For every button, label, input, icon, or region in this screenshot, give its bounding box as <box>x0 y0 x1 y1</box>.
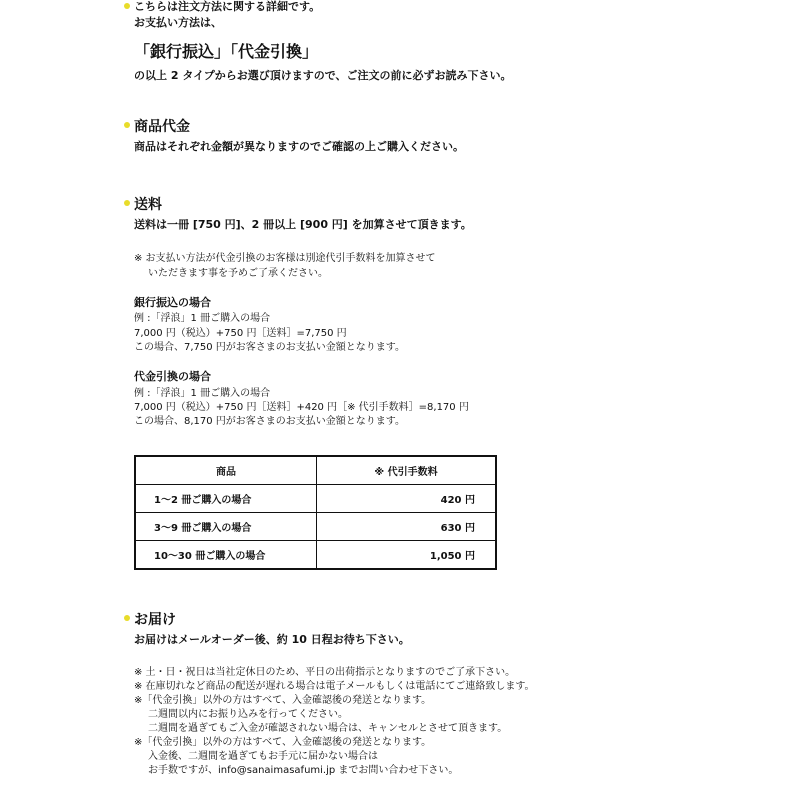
table-row <box>135 485 496 513</box>
cod-example-line: 7,000 円（税込）+750 円［送料］+420 円［※ 代引手数料］=8,170 円 <box>134 402 469 413</box>
delivery-note: 二週間を過ぎてもご入金が確認されない場合は、キャンセルとさせて頂きます。 <box>148 723 508 734</box>
delivery-note: ※「代金引換」以外の方はすべて、入金確認後の発送となります。 <box>134 695 432 706</box>
table-cell: 420 円 <box>317 485 497 513</box>
delivery-note: 入金後、二週間を過ぎてもお手元に届かない場合は <box>148 751 378 762</box>
table-header: ※ 代引手数料 <box>317 456 497 485</box>
bullet-dot-icon <box>124 200 130 206</box>
table-row <box>135 513 496 541</box>
table-row <box>135 541 496 570</box>
table-cell: 630 円 <box>317 513 497 541</box>
table-cell: 3〜9 冊ご購入の場合 <box>135 513 317 541</box>
delivery-note: ※ 土・日・祝日は当社定休日のため、平日の出荷指示となりますのでご了承下さい。 <box>134 667 516 678</box>
table-cell: 10〜30 冊ご購入の場合 <box>135 541 317 570</box>
bank-example-line: この場合、7,750 円がお客さまのお支払い金額となります。 <box>134 342 406 353</box>
price-text: 商品はそれぞれ金額が異なりますのでご確認の上ご購入ください。 <box>134 140 464 153</box>
payment-methods-heading: 「銀行振込」「代金引換」 <box>134 42 319 61</box>
table-cell: 1,050 円 <box>317 541 497 570</box>
bank-transfer-title: 銀行振込の場合 <box>134 296 211 309</box>
cod-fee-table <box>134 455 497 570</box>
table-cell: 1〜2 冊ご購入の場合 <box>135 485 317 513</box>
section-heading-price: 商品代金 <box>134 119 190 135</box>
bullet-dot-icon <box>124 615 130 621</box>
section-heading-shipping: 送料 <box>134 197 162 213</box>
section-heading-delivery: お届け <box>134 612 176 628</box>
shipping-note: いただきます事を予めご了承ください。 <box>148 268 328 279</box>
table-header-row <box>135 456 496 485</box>
shipping-text: 送料は一冊 [750 円]、2 冊以上 [900 円] を加算させて頂きます。 <box>134 218 472 231</box>
intro-line: こちらは注文方法に関する詳細です。 <box>134 0 321 13</box>
delivery-text: お届けはメールオーダー後、約 10 日程お待ち下さい。 <box>134 633 410 646</box>
intro-line: の以上 2 タイプからお選び頂けますので、ご注文の前に必ずお読み下さい。 <box>134 69 512 82</box>
cod-example-line: 例 :「浮浪」1 冊ご購入の場合 <box>134 388 271 399</box>
delivery-note: お手数ですが、info@sanaimasafumi.jp までお問い合わせ下さい。 <box>148 765 459 776</box>
bullet-dot-icon <box>124 122 130 128</box>
delivery-note: 二週間以内にお振り込みを行ってください。 <box>148 709 348 720</box>
cod-example-line: この場合、8,170 円がお客さまのお支払い金額となります。 <box>134 416 406 427</box>
shipping-note: ※ お支払い方法が代金引換のお客様は別途代引手数料を加算させて <box>134 253 436 264</box>
cod-title: 代金引換の場合 <box>134 370 211 383</box>
bank-example-line: 7,000 円（税込）+750 円［送料］=7,750 円 <box>134 328 347 339</box>
intro-line: お支払い方法は、 <box>134 16 222 29</box>
delivery-note: ※ 在庫切れなど商品の配送が遅れる場合は電子メールもしくは電話にてご連絡致します。 <box>134 681 535 692</box>
bank-example-line: 例 :「浮浪」1 冊ご購入の場合 <box>134 313 271 324</box>
table-header: 商品 <box>135 456 317 485</box>
bullet-dot-icon <box>124 3 130 9</box>
delivery-note: ※「代金引換」以外の方はすべて、入金確認後の発送となります。 <box>134 737 432 748</box>
